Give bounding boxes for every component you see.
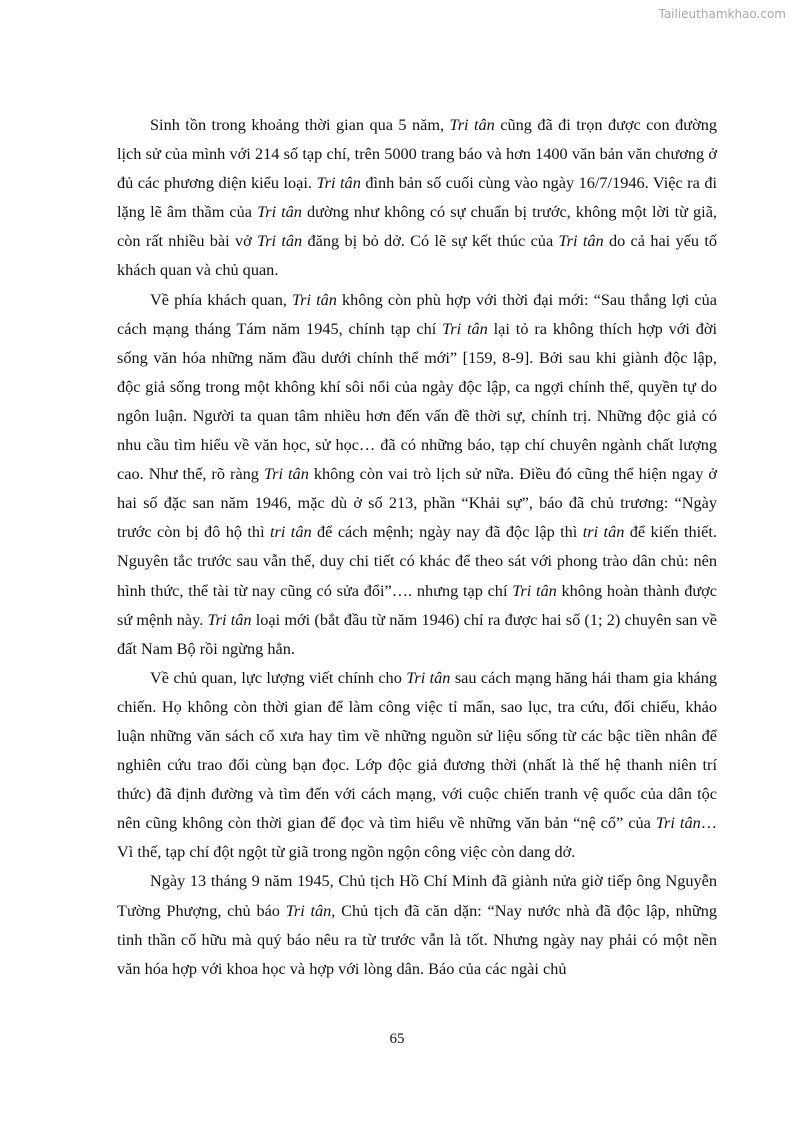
italic-term: tri tân xyxy=(270,522,312,542)
italic-term: Tri tân xyxy=(292,289,337,309)
italic-term: tri tân xyxy=(582,522,625,542)
text-segment: Chủ tịch đã căn dặn: “Nay nước nhà đã độc lập, những tinh thần cố hữu mà quý báo nêu ra từ trước vẫn là tốt. Nhưng ngày nay phải có một nền văn hóa hợp với khoa học và hợp với lòng dân. Báo của các ngài chủ xyxy=(117,900,717,978)
text-segment: để kiến thiết. Nguyên tắc trước sau vẫn thế, duy chi tiết có khác để theo sát với phong trào dân chủ: nên hình thức, thể tài từ nay cũng có sửa đổi”…. nhưng tạp chí xyxy=(117,522,718,600)
text-segment: sau cách mạng hăng hái tham gia kháng chiến. Họ không còn thời gian để làm công việc tỉ mẩn, sao lục, tra cứu, đối chiếu, khảo luận những văn sách cổ xưa hay tìm về những nguồn sử liệu sống từ các bậc tiền nhân để nghiên cứu trao đổi cùng bạn đọc. Lớp độc giả đương thời (nhất là thế hệ thanh niên trí thức) đã định đường và tìm đến với cách mạng, với cuộc chiến tranh vệ quốc của dân tộc nên cũng không còn thời gian để đọc và tìm hiểu về những văn bản “nệ cổ” của xyxy=(117,667,718,833)
italic-term: Tri tân xyxy=(512,580,557,600)
text-segment: cũng đã đi trọn được con đường lịch sử của mình với 214 số tạp chí, trên 5000 trang báo và hơn 1400 văn bản văn chương ở đủ các phương diện kiểu loại. xyxy=(117,115,717,193)
text-segment: không hoàn thành được sứ mệnh này. xyxy=(117,580,718,629)
paragraph xyxy=(117,110,717,285)
text-segment: do cả hai yếu tố khách quan và chủ quan. xyxy=(117,231,718,280)
watermark: Tailieuthamkhao.com xyxy=(658,7,786,21)
text-segment: không còn vai trò lịch sử nữa. Điều đó cũng thể hiện ngay ở hai số đặc san năm 1946, mặc dù ở số 213, phần “Khải sự”, báo đã chủ trương: “Ngày trước còn bị đô hộ thì xyxy=(117,464,718,542)
text-segment: Sinh tồn trong khoảng thời gian qua 5 năm, xyxy=(150,115,450,134)
text-segment: đình bản số cuối cùng vào ngày 16/7/1946. Việc ra đi lặng lẽ âm thầm của xyxy=(117,173,717,222)
paragraph xyxy=(117,866,717,982)
italic-term: Tri tân xyxy=(257,231,303,251)
text-segment: lại tỏ ra không thích hợp với đời sống văn hóa những năm đầu dưới chính thể mới” [159, 8-9]. Bởi sau khi giành độc lập, độc giả sống trong một không khí sôi nổi của ngày độc lập, ca ngợi chính thể, quyền tự do ngôn luận. Người ta quan tâm nhiều hơn đến vấn đề thời sự, chính trị. Những độc giả có nhu cầu tìm hiểu về văn học, sử học… đã có những báo, tạp chí chuyên ngành chất lượng cao. Như thế, rõ ràng xyxy=(117,318,717,484)
page-number: 65 xyxy=(389,1031,405,1047)
paragraph xyxy=(117,663,717,867)
italic-term: Tri tân xyxy=(207,609,252,629)
text-segment: Về phía khách quan, xyxy=(150,289,293,309)
text-segment: đăng bị bỏ dở. Có lẽ sự kết thúc của xyxy=(302,231,559,251)
page-body xyxy=(117,110,717,983)
text-segment: loại mới (bắt đầu từ năm 1946) chỉ ra được hai số (1; 2) chuyên san về đất Nam Bộ rồi ngừng hẳn. xyxy=(117,609,718,658)
text-segment: Ngày 13 tháng 9 năm 1945, Chủ tịch Hồ Chí Minh đã giành nửa giờ tiếp ông Nguyễn Tường Phượng, chủ báo xyxy=(117,871,717,920)
text-segment: không còn phù hợp với thời đại mới: “Sau thắng lợi của cách mạng tháng Tám năm 1945, chính tạp chí xyxy=(117,289,717,338)
italic-term: Tri tân xyxy=(263,464,309,484)
italic-term: Tri tân xyxy=(406,667,451,687)
text-segment: dường như không có sự chuẩn bị trước, không một lời từ giã, còn rất nhiều bài vở xyxy=(117,202,718,251)
italic-term: Tri tân xyxy=(558,231,604,251)
italic-term: Tri tân xyxy=(257,202,302,222)
italic-term: Tri tân xyxy=(449,115,495,134)
text-segment: để cách mệnh; ngày nay đã độc lập thì xyxy=(311,522,583,542)
text-segment: … Vì thế, tạp chí đột ngột từ giã trong ngồn ngộn công việc còn dang dở. xyxy=(117,813,718,862)
paragraph xyxy=(117,285,717,663)
italic-term: Tri tân, xyxy=(285,900,336,920)
italic-term: Tri tân xyxy=(316,173,361,193)
italic-term: Tri tân xyxy=(655,813,701,833)
italic-term: Tri tân xyxy=(442,318,488,338)
text-segment: Về chủ quan, lực lượng viết chính cho xyxy=(150,667,407,687)
